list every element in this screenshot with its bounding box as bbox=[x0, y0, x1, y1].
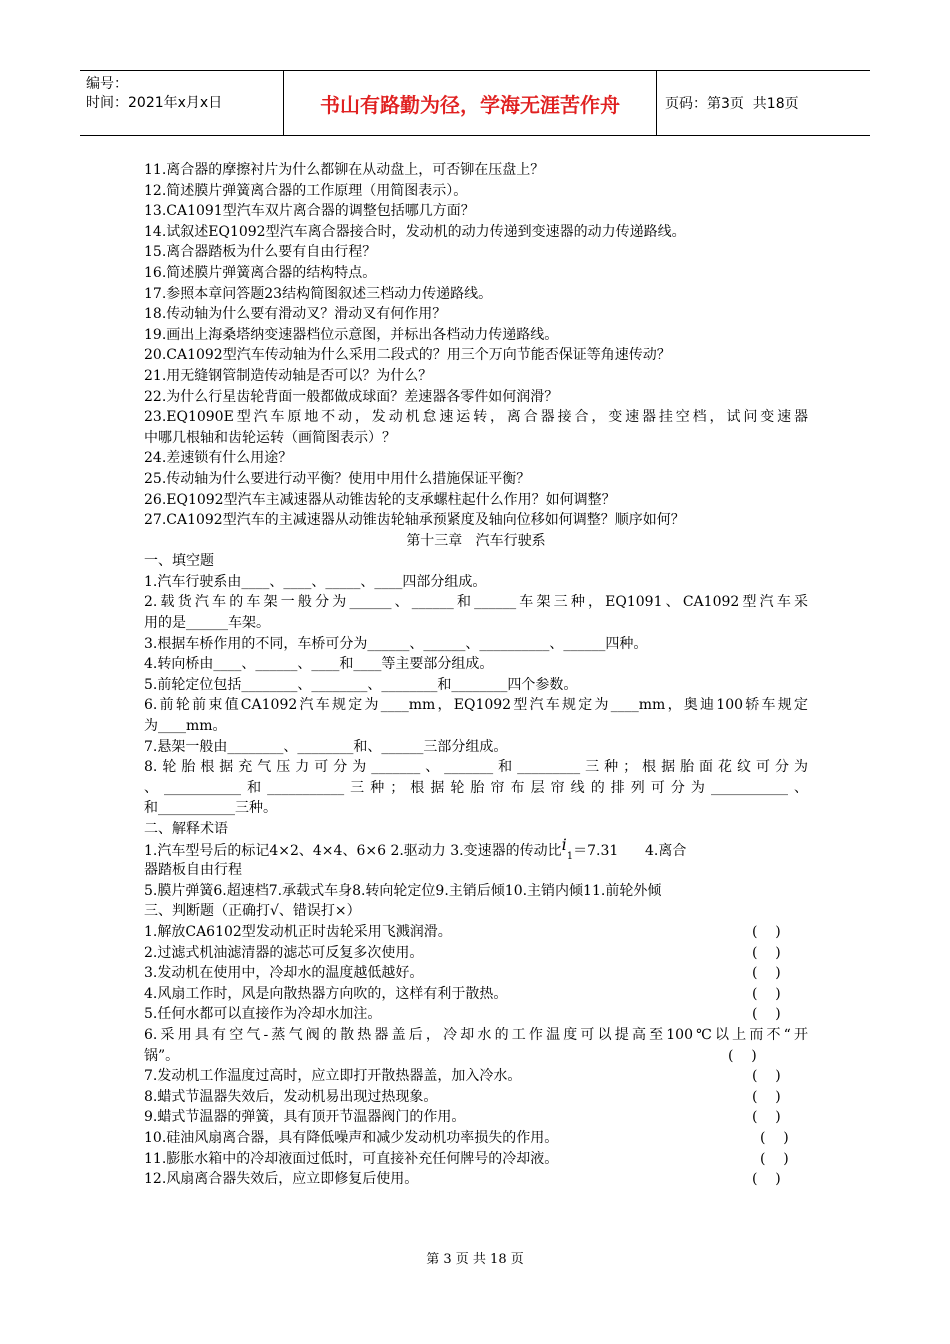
judge-answer-blank: ( ) bbox=[752, 1109, 781, 1126]
question-item: 12.简述膜片弹簧离合器的工作原理（用简图表示）。 bbox=[144, 182, 468, 199]
judge-answer-blank: ( ) bbox=[728, 1047, 757, 1064]
questions-list-b bbox=[144, 448, 808, 530]
question-item: 21.用无缝钢管制造传动轴是否可以？为什么？ bbox=[144, 367, 433, 384]
fill-question-2-line1: 2.载货汽车的车架一般分为______、______和______车架三种，EQ1091、CA1092型汽车采 bbox=[144, 594, 808, 611]
judge-text: 11.膨胀水箱中的冷却液面过低时，可直接补充任何牌号的冷却液。 bbox=[144, 1150, 559, 1167]
judge-item bbox=[144, 1066, 808, 1087]
judge-text: 7.发动机工作温度过高时，应立即打开散热器盖，加入冷水。 bbox=[144, 1068, 522, 1085]
question-item: 17.参照本章问答题23结构简图叙述三档动力传递路线。 bbox=[144, 285, 493, 302]
terms-line-1-text-end: ＝7.31 4.离合 bbox=[573, 842, 687, 859]
fill-question-8-line2: 、___________和___________三种；根据轮胎帘布层帘线的排列可分为___________、 bbox=[144, 779, 808, 796]
question-item: 26.EQ1092型汽车主减速器从动锥齿轮的支承螺柱起什么作用？如何调整？ bbox=[144, 491, 616, 508]
judge-text: 5.任何水都可以直接作为冷却水加注。 bbox=[144, 1006, 382, 1023]
fill-question-8-line3: 和___________三种。 bbox=[144, 800, 277, 817]
judge-answer-blank: ( ) bbox=[752, 965, 781, 982]
judge-text: 锅”。 bbox=[144, 1047, 180, 1064]
question-23-line2: 中哪几根轴和齿轮运转（画简图表示）？ bbox=[144, 429, 396, 446]
page-header bbox=[80, 70, 870, 136]
judge-answer-blank: ( ) bbox=[752, 944, 781, 961]
number-label: 编号： bbox=[86, 76, 128, 92]
fill-question-5: 5.前轮定位包括________、________、________和________四个参数。 bbox=[144, 676, 578, 693]
judge-6-line1: 6.采用具有空气-蒸气阀的散热器盖后，冷却水的工作温度可以提高至100℃以上而不“开 bbox=[144, 1026, 808, 1043]
section-judge-title: 三、判断题（正确打√、错误打×） bbox=[144, 903, 361, 920]
judge-text: 12.风扇离合器失效后，应立即修复后使用。 bbox=[144, 1171, 419, 1188]
terms-line-3: 5.膜片弹簧6.超速档7.承载式车身8.转向轮定位9.主销后倾10.主销内倾11.前轮外倾 bbox=[144, 882, 662, 899]
gear-ratio-symbol: i bbox=[561, 834, 567, 854]
fill-question-2-line2: 用的是______车架。 bbox=[144, 615, 270, 632]
judge-answer-blank: ( ) bbox=[752, 1171, 781, 1188]
question-item: 13.CA1091型汽车双片离合器的调整包括哪几方面？ bbox=[144, 203, 475, 220]
judge-text: 2.过滤式机油滤清器的滤芯可反复多次使用。 bbox=[144, 944, 424, 961]
judge-item bbox=[144, 1128, 808, 1149]
header-left-cell bbox=[80, 71, 284, 135]
fill-question-4: 4.转向桥由____、______、____和____等主要部分组成。 bbox=[144, 656, 494, 673]
fill-question-8-line1: 8.轮胎根据充气压力可分为_______、_______和_________三种；根据胎面花纹可分为 bbox=[144, 759, 808, 776]
terms-line-2: 器踏板自由行程 bbox=[144, 862, 242, 879]
question-item: 16.简述膜片弹簧离合器的结构特点。 bbox=[144, 264, 377, 281]
page-footer: 第 3 页 共 18 页 bbox=[426, 1252, 524, 1267]
section-fill-title: 一、填空题 bbox=[144, 553, 214, 570]
page-info: 页码：第3页 共18页 bbox=[665, 96, 799, 112]
fill-question-6-line2: 为____mm。 bbox=[144, 718, 227, 735]
judge-answer-blank: ( ) bbox=[752, 923, 781, 940]
questions-list-a bbox=[144, 160, 808, 407]
judge-item bbox=[144, 922, 808, 943]
question-item: 19.画出上海桑塔纳变速器档位示意图，并标出各档动力传递路线。 bbox=[144, 326, 559, 343]
terms-line-1 bbox=[144, 834, 808, 862]
question-item: 18.传动轴为什么要有滑动叉？滑动叉有何作用？ bbox=[144, 306, 447, 323]
question-item: 27.CA1092型汽车的主减速器从动锥齿轮轴承预紧度及轴向位移如何调整？顺序如何？ bbox=[144, 512, 685, 529]
judge-answer-blank: ( ) bbox=[752, 1006, 781, 1023]
judge-item bbox=[144, 943, 808, 964]
document-body bbox=[144, 160, 808, 1190]
question-item: 14.试叙述EQ1092型汽车离合器接合时，发动机的动力传递到变速器的动力传递路线。 bbox=[144, 223, 686, 240]
gear-ratio-subscript: 1 bbox=[566, 850, 574, 862]
fill-question-6-line1: 6.前轮前束值CA1092汽车规定为____mm，EQ1092型汽车规定为____mm，奥迪100轿车规定 bbox=[144, 697, 808, 714]
judge-answer-blank: ( ) bbox=[752, 1088, 781, 1105]
fill-question-7: 7.悬架一般由________、________和、______三部分组成。 bbox=[144, 738, 508, 755]
judge-answer-blank: ( ) bbox=[752, 1068, 781, 1085]
judge-item bbox=[144, 1169, 808, 1190]
judge-text: 10.硅油风扇离合器，具有降低噪声和减少发动机功率损失的作用。 bbox=[144, 1129, 559, 1146]
question-item: 22.为什么行星齿轮背面一般都做成球面？差速器各零件如何润滑？ bbox=[144, 388, 559, 405]
judge-item bbox=[144, 1004, 808, 1025]
date-label: 时间：2021年x月x日 bbox=[86, 95, 223, 111]
question-23-line1: 23.EQ1090E型汽车原地不动，发动机怠速运转，离合器接合，变速器挂空档，试问变速器 bbox=[144, 409, 808, 426]
judge-text: 1.解放CA6102型发动机正时齿轮采用飞溅润滑。 bbox=[144, 923, 452, 940]
question-item: 11.离合器的摩擦衬片为什么都铆在从动盘上，可否铆在压盘上？ bbox=[144, 162, 545, 178]
question-item: 25.传动轴为什么要进行动平衡？使用中用什么措施保证平衡？ bbox=[144, 470, 531, 487]
judge-item bbox=[144, 1107, 808, 1128]
chapter-title: 第十三章 汽车行驶系 bbox=[406, 532, 546, 549]
judge-text: 9.蜡式节温器的弹簧，具有顶开节温器阀门的作用。 bbox=[144, 1109, 466, 1126]
judge-text: 3.发动机在使用中，冷却水的温度越低越好。 bbox=[144, 965, 424, 982]
judge-answer-blank: ( ) bbox=[760, 1150, 789, 1167]
judge-text: 4.风扇工作时，风是向散热器方向吹的，这样有利于散热。 bbox=[144, 985, 508, 1002]
question-item: 20.CA1092型汽车传动轴为什么采用二段式的？用三个万向节能否保证等角速传动？ bbox=[144, 347, 671, 364]
section-terms-title: 二、解释术语 bbox=[144, 821, 228, 837]
question-item: 24.差速锁有什么用途？ bbox=[144, 450, 293, 467]
judge-answer-blank: ( ) bbox=[760, 1129, 789, 1146]
judge-6-line2 bbox=[144, 1046, 808, 1067]
terms-line-1-text: 1.汽车型号后的标记4×2、4×4、6×6 2.驱动力 3.变速器的传动比 bbox=[144, 842, 562, 859]
judge-item bbox=[144, 963, 808, 984]
judge-item bbox=[144, 1087, 808, 1108]
question-item: 15.离合器踏板为什么要有自由行程？ bbox=[144, 244, 377, 261]
judge-item bbox=[144, 984, 808, 1005]
judge-answer-blank: ( ) bbox=[752, 985, 781, 1002]
fill-question-3: 3.根据车桥作用的不同，车桥可分为______、______、__________、______四种。 bbox=[144, 635, 648, 652]
fill-question-1: 1.汽车行驶系由____、____、_____、____四部分组成。 bbox=[144, 573, 487, 590]
motto: 书山有路勤为径，学海无涯苦作舟 bbox=[284, 71, 657, 135]
judge-item bbox=[144, 1149, 808, 1170]
judge-text: 8.蜡式节温器失效后，发动机易出现过热现象。 bbox=[144, 1088, 438, 1105]
